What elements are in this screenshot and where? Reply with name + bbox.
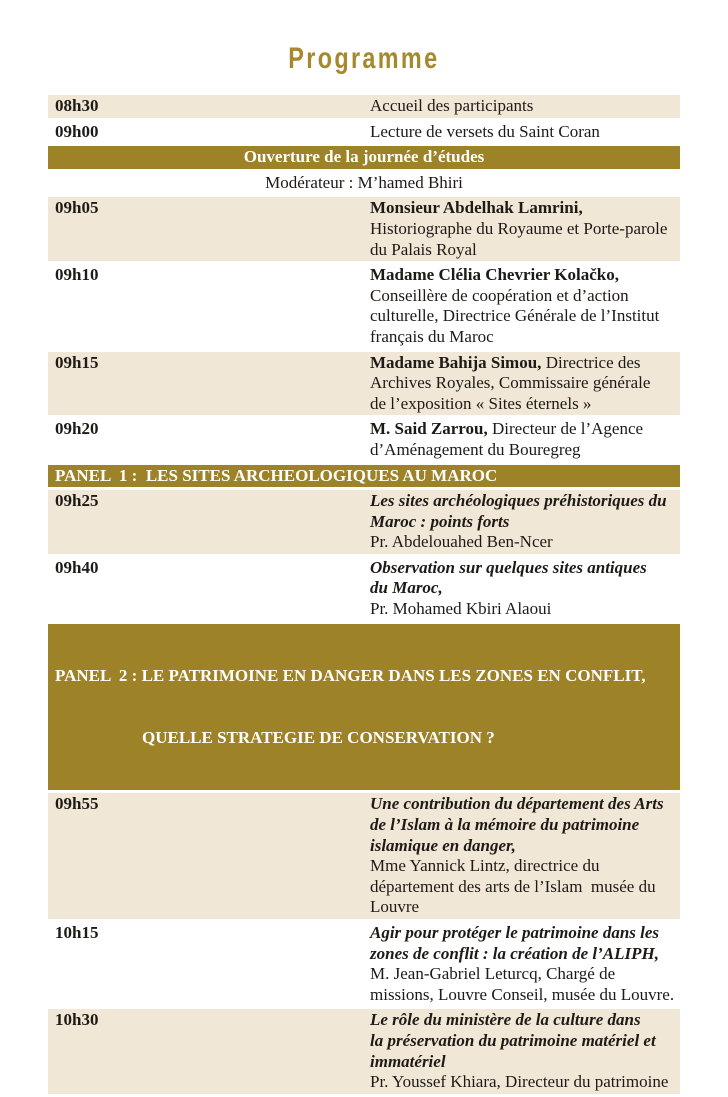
talk-title: Le rôle du ministère de la culture dans la préservation du patrimoine matériel et immatériel [370, 1010, 656, 1071]
schedule-table [48, 95, 680, 1097]
session-description: Lecture de versets du Saint Coran [370, 121, 600, 141]
page-header [0, 41, 728, 77]
schedule-row [48, 418, 680, 461]
session-description [370, 198, 680, 260]
session-description [370, 1010, 680, 1092]
talk-speaker: Pr. Mohamed Kbiri Alaoui [370, 599, 552, 619]
session-description [370, 265, 680, 347]
talk-title: Une contribution du département des Arts de l’Islam à la mémoire du patrimoine islamique en danger, [370, 794, 664, 855]
session-time: 09h20 [55, 419, 99, 439]
panel-heading: PANEL 1 : LES SITES ARCHEOLOGIQUES AU MAROC [48, 465, 680, 488]
speaker-name: M. Said Zarrou, [370, 419, 488, 439]
schedule-row [48, 95, 680, 118]
schedule-row [48, 121, 680, 144]
session-description [370, 923, 680, 1005]
talk-speaker: Pr. Abdelouahed Ben-Ncer [370, 532, 553, 552]
session-time: 09h05 [55, 198, 99, 218]
schedule-row [48, 197, 680, 261]
speaker-role: Historiographe du Royaume et Porte-parole du Palais Royal [370, 218, 668, 259]
session-description [370, 794, 680, 918]
session-time: 09h55 [55, 794, 99, 814]
moderator-row [48, 172, 680, 195]
session-description: Accueil des participants [370, 96, 534, 115]
talk-title: Observation sur quelques sites antiques du Maroc, [370, 557, 647, 598]
session-time: 09h00 [55, 121, 99, 141]
speaker-name: Monsieur Abdelhak Lamrini, [370, 198, 583, 218]
talk-title: Agir pour protéger le patrimoine dans les zones de conflit : la création de l’ALIPH, [370, 922, 660, 963]
moderator-line: Modérateur : M’hamed Bhiri [265, 172, 463, 192]
session-description [370, 353, 680, 415]
talk-speaker: Pr. Youssef Khiara, Directeur du patrimoine [370, 1072, 669, 1092]
session-time: 09h15 [55, 352, 99, 372]
schedule-row [48, 264, 680, 348]
panel-heading-line: PANEL 2 : LE PATRIMOINE EN DANGER DANS LES ZONES EN CONFLIT, [55, 665, 646, 685]
session-time: 10h30 [55, 1010, 99, 1030]
panel-heading [48, 624, 680, 791]
section-heading: Ouverture de la journée d’études [48, 146, 680, 169]
talk-speaker: M. Jean-Gabriel Leturcq, Chargé de missions, Louvre Conseil, musée du Louvre. [370, 964, 675, 1004]
speaker-role: Directeur de l’Agence d’Aménagement du Bouregreg [370, 419, 644, 459]
panel-heading-line: QUELLE STRATEGIE DE CONSERVATION ? [142, 727, 495, 747]
session-time: 08h30 [55, 96, 99, 115]
schedule-row [48, 557, 680, 621]
schedule-row [48, 922, 680, 1006]
schedule-row [48, 490, 680, 554]
talk-title: Les sites archéologiques préhistoriques du Maroc : points forts [370, 491, 667, 531]
talk-speaker: Mme Yannick Lintz, directrice du département des arts de l’Islam musée du Louvre [370, 856, 656, 917]
speaker-name: Madame Bahija Simou, [370, 352, 542, 372]
session-time: 09h25 [55, 491, 99, 511]
schedule-row [48, 1009, 680, 1093]
speaker-name: Madame Clélia Chevrier Kolačko, [370, 265, 619, 285]
speaker-role: Conseillère de coopération et d’action culturelle, Directrice Générale de l’Institut français du Maroc [370, 285, 660, 346]
schedule-row [48, 352, 680, 416]
session-time: 10h15 [55, 922, 99, 942]
session-time: 09h10 [55, 265, 99, 285]
speaker-role: Directrice des Archives Royales, Commissaire générale de l’exposition « Sites éternels » [370, 352, 651, 413]
schedule-row [48, 793, 680, 919]
session-description [370, 419, 680, 460]
session-description [370, 558, 680, 620]
session-time: 09h40 [55, 557, 99, 577]
page-title: Programme [288, 42, 440, 75]
session-description [370, 491, 680, 553]
